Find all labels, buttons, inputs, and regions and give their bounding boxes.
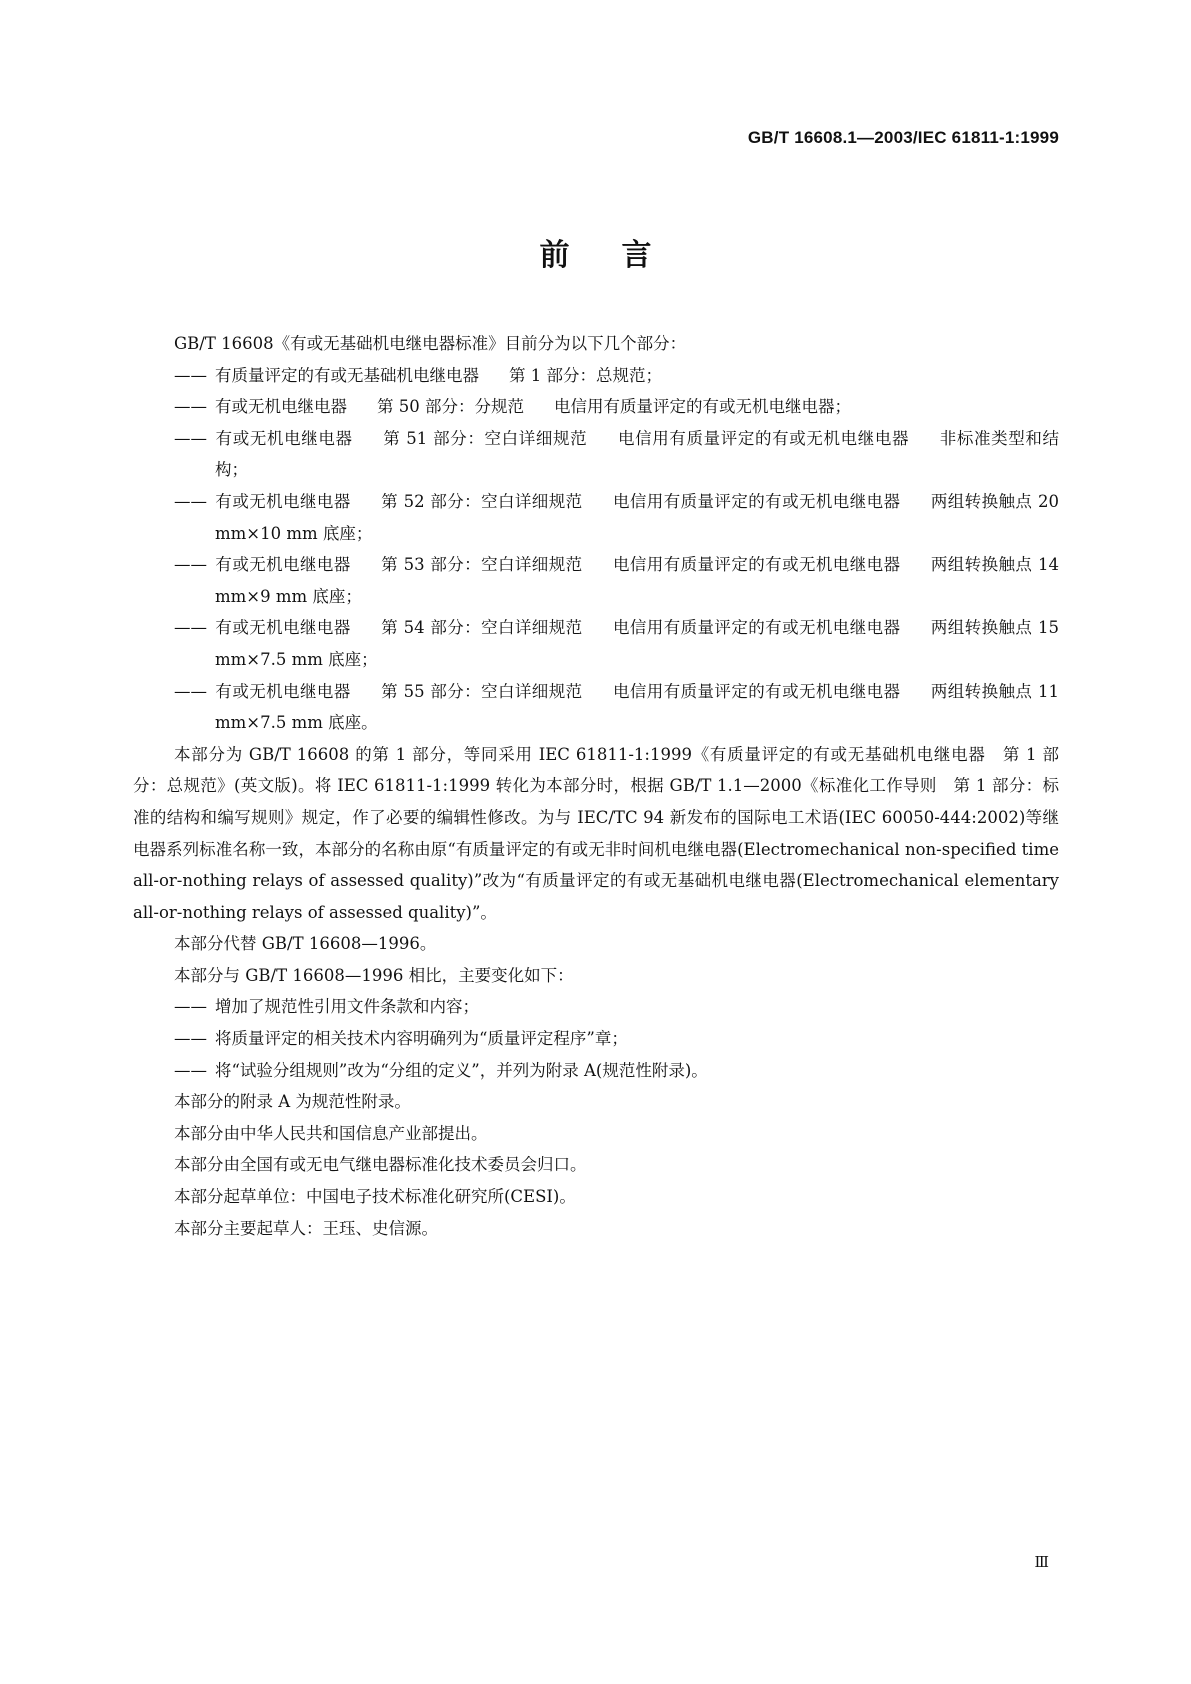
proposed-by-paragraph: 本部分由中华人民共和国信息产业部提出。: [174, 1123, 488, 1143]
replacement-paragraph: 本部分代替 GB/T 16608—1996。: [174, 934, 437, 954]
part-item-52: —— 有或无机电继电器 第 52 部分：空白详细规范 电信用有质量评定的有或无机电继电器 两组转换触点 20 mm×10 mm 底座；: [133, 486, 1059, 549]
change-item-2: —— 将质量评定的相关技术内容明确列为“质量评定程序”章；: [133, 1023, 1059, 1055]
part-item-54: —— 有或无机电继电器 第 54 部分：空白详细规范 电信用有质量评定的有或无机电继电器 两组转换触点 15 mm×7.5 mm 底座；: [133, 612, 1059, 675]
dash: ——: [174, 555, 207, 575]
part-item-50: —— 有或无机电继电器 第 50 部分：分规范 电信用有质量评定的有或无机电继电器；: [133, 391, 1059, 423]
standard-code: GB/T 16608.1—2003/IEC 61811-1:1999: [747, 128, 1059, 147]
dash: ——: [174, 397, 207, 417]
part-item-53: —— 有或无机电继电器 第 53 部分：空白详细规范 电信用有质量评定的有或无机电继电器 两组转换触点 14 mm×9 mm 底座；: [133, 549, 1059, 612]
part-item-51: —— 有或无机电继电器 第 51 部分：空白详细规范 电信用有质量评定的有或无机电继电器 非标准类型和结构；: [133, 423, 1059, 486]
centralized-by-paragraph: 本部分由全国有或无电气继电器标准化技术委员会归口。: [174, 1155, 587, 1175]
page-number: Ⅲ: [1034, 1553, 1049, 1571]
dash: ——: [174, 428, 207, 448]
dash: ——: [174, 997, 207, 1017]
change-item-1: —— 增加了规范性引用文件条款和内容；: [133, 991, 1059, 1023]
drafting-unit-paragraph: 本部分起草单位：中国电子技术标准化研究所(CESI)。: [174, 1187, 576, 1207]
dash: ——: [174, 1029, 207, 1049]
adoption-paragraph: 本部分为 GB/T 16608 的第 1 部分，等同采用 IEC 61811-1:1999《有质量评定的有或无基础机电继电器 第 1 部分：总规范》(英文版)。将 IEC 61811-1:1999 转化为本部分时，根据 GB/T 1.1—2000《标准化工作导则 第 1 部分：标准的结构和编写规则》规定，作了必要的编辑性修改。为与 IEC/TC 94 新发布的国际电工术语(IEC 60050-444:2002)等继电器系列标准名称一致，本部分的名称由原“有质量评定的有或无非时间机电继电器(Electromechanical non-specified time all-or-nothing relays of assessed quality)”改为“有质量评定的有或无基础机电继电器(Electromechanical elementary all-or-nothing relays of assessed quality)”。: [133, 744, 1059, 922]
annex-paragraph: 本部分的附录 A 为规范性附录。: [174, 1092, 411, 1112]
dash: ——: [174, 681, 207, 701]
intro-paragraph: GB/T 16608《有或无基础机电继电器标准》目前分为以下几个部分：: [174, 334, 687, 353]
dash: ——: [174, 1060, 207, 1080]
drafters-paragraph: 本部分主要起草人：王珏、史信源。: [174, 1218, 438, 1238]
changes-intro-paragraph: 本部分与 GB/T 16608—1996 相比，主要变化如下：: [174, 965, 574, 985]
part-item-1: —— 有质量评定的有或无基础机电继电器 第 1 部分：总规范；: [133, 360, 1059, 392]
dash: ——: [174, 618, 207, 638]
change-item-3: —— 将“试验分组规则”改为“分组的定义”，并列为附录 A(规范性附录)。: [133, 1055, 1059, 1087]
dash: ——: [174, 491, 207, 511]
foreword-body: [133, 328, 1059, 1244]
dash: ——: [174, 365, 207, 385]
page-title: 前言: [539, 238, 704, 273]
part-item-55: —— 有或无机电继电器 第 55 部分：空白详细规范 电信用有质量评定的有或无机电继电器 两组转换触点 11 mm×7.5 mm 底座。: [133, 676, 1059, 739]
